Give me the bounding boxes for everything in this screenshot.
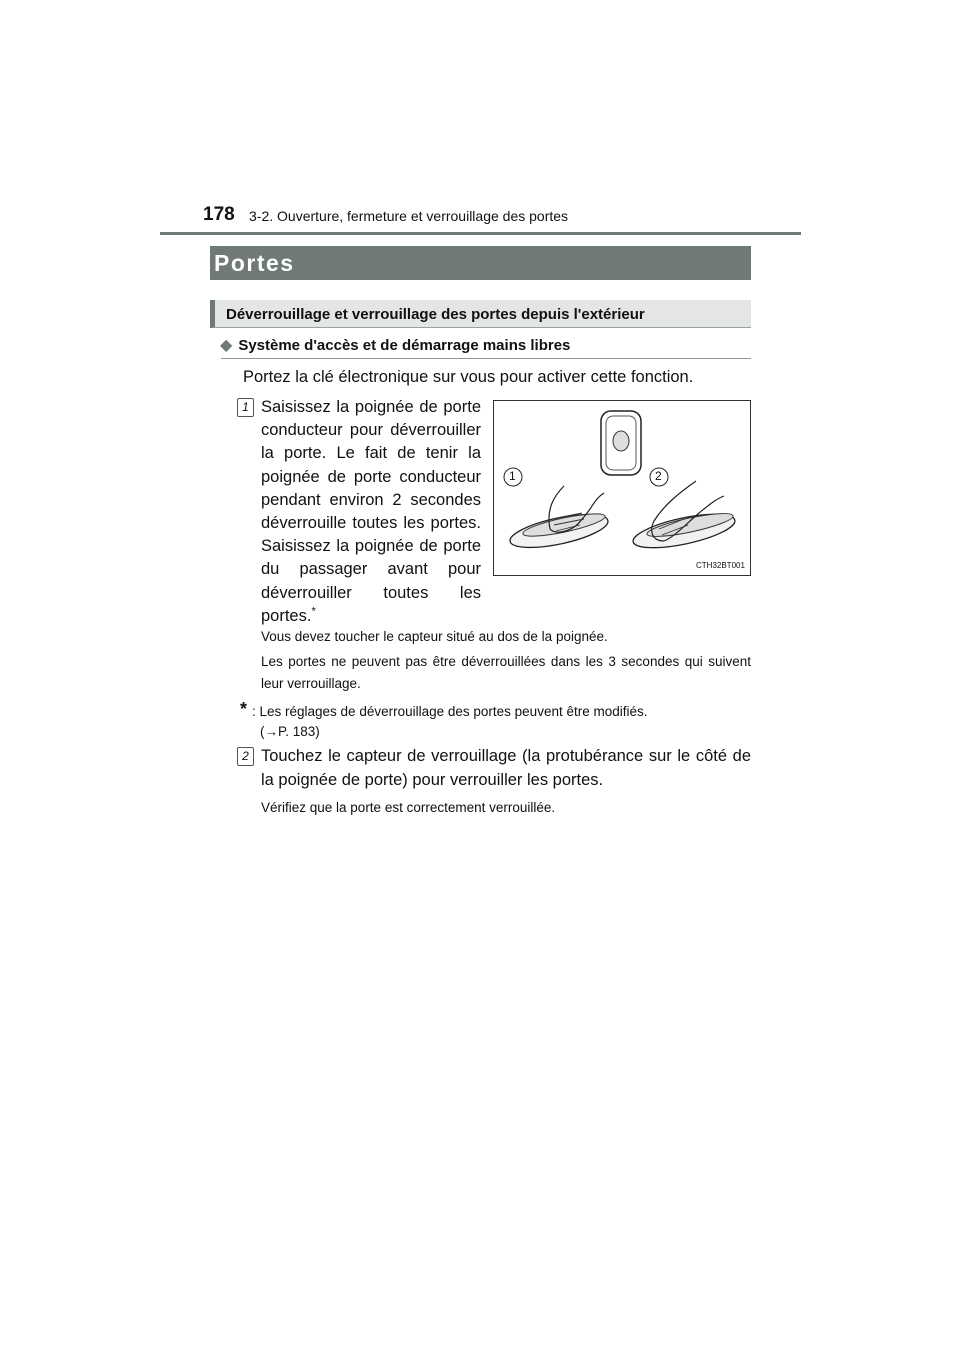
subsection-bar <box>210 300 751 328</box>
footnote-text <box>252 702 732 742</box>
illustration <box>493 400 751 576</box>
note-delay: Les portes ne peuvent pas être déverrouillées dans les 3 secondes qui suivent leur verrouillage. <box>261 654 751 691</box>
note-verify: Vérifiez que la porte est correctement verrouillée. <box>261 800 556 815</box>
title-bar <box>210 246 751 280</box>
key-and-door-handle-illustration <box>494 401 750 575</box>
section-heading <box>220 335 570 355</box>
step-2-text: Touchez le capteur de verrouillage (la protubérance sur le côté de la poignée de porte) pour verrouiller les portes. <box>261 747 751 789</box>
section-rule <box>221 358 751 359</box>
step-1-text <box>261 396 481 628</box>
illustration-code: CTH32BT001 <box>696 561 745 570</box>
header-rule <box>160 232 801 235</box>
step-2-number: 2 <box>237 747 254 766</box>
footnote-star: * <box>240 699 248 719</box>
subsection-title: Déverrouillage et verrouillage des portes depuis l'extérieur <box>226 306 645 323</box>
note-sensor: Vous devez toucher le capteur situé au dos de la poignée. <box>261 629 608 644</box>
footnote-reference: (→P. 183) <box>260 724 320 739</box>
step-1-number: 1 <box>237 398 254 417</box>
diamond-bullet-icon: ◆ <box>220 337 233 354</box>
intro-text: Portez la clé électronique sur vous pour activer cette fonction. <box>243 368 694 386</box>
callout-2: 2 <box>655 469 662 483</box>
section-heading-text: Système d'accès et de démarrage mains libres <box>238 337 571 354</box>
running-title: 3-2. Ouverture, fermeture et verrouillage des portes <box>249 208 569 224</box>
step-1-body: Saisissez la poignée de porte conducteur pour déverrouiller la porte. Le fait de tenir la poignée de porte conducteur pendant environ 2 secondes déverrouille toutes les portes. Saisissez la poignée de porte du passager avant pour déverrouiller toutes les portes. <box>261 398 481 625</box>
footnote-marker: * <box>311 605 316 618</box>
page-title: Portes <box>214 250 295 276</box>
footnote-body: : Les réglages de déverrouillage des portes peuvent être modifiés. <box>252 704 648 719</box>
callout-1: 1 <box>509 469 516 483</box>
page-number: 178 <box>203 204 235 225</box>
